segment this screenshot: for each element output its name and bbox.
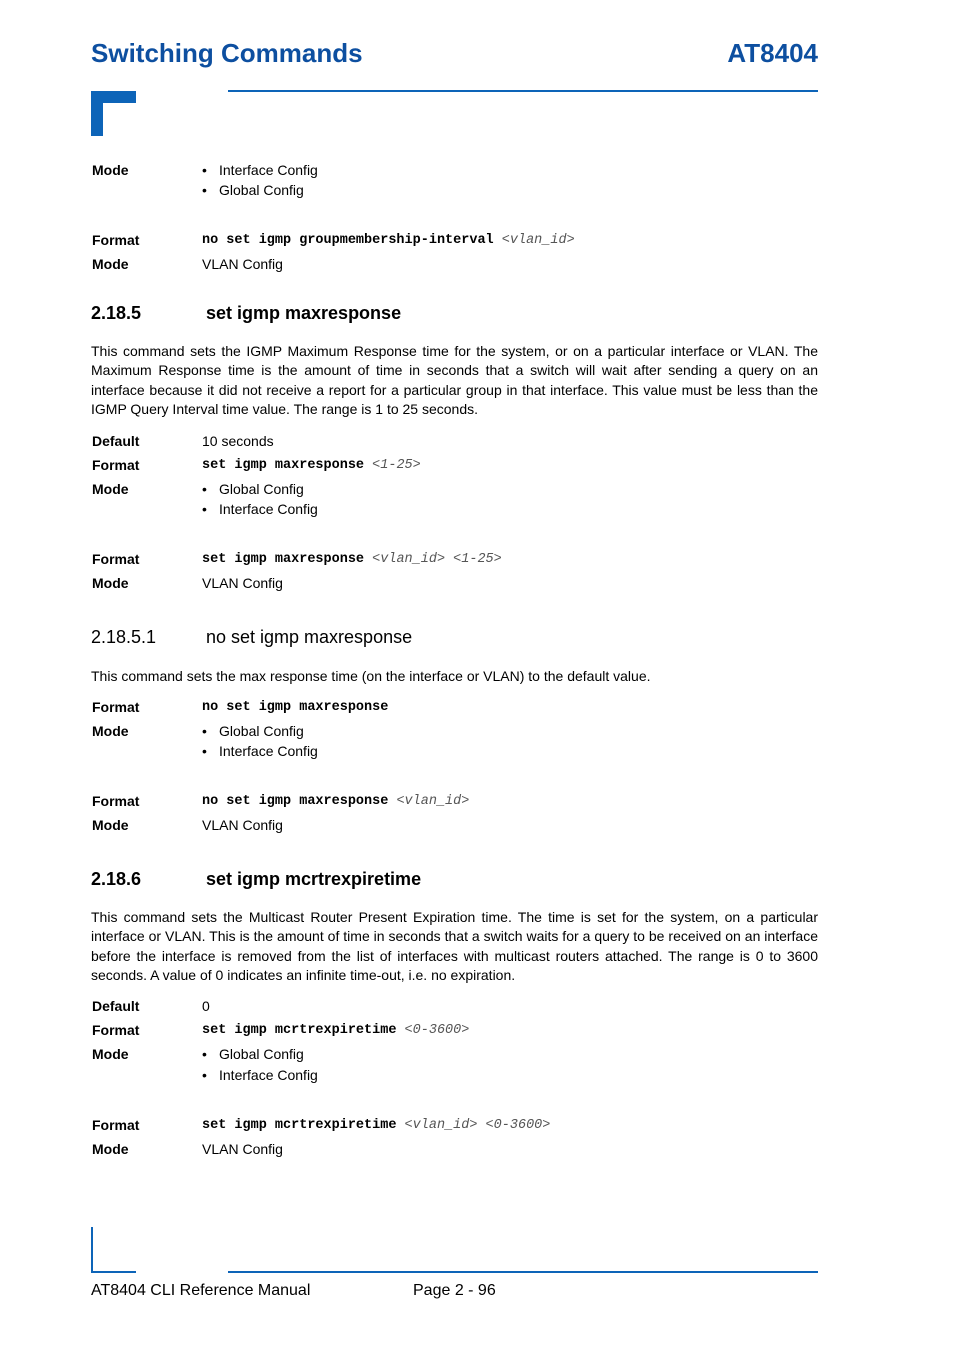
header-rule bbox=[228, 90, 818, 92]
mode-value: VLAN Config bbox=[202, 256, 283, 272]
mode-value: VLAN Config bbox=[202, 1141, 283, 1157]
mode-label: Mode bbox=[92, 162, 129, 178]
mode-label: Mode bbox=[92, 481, 129, 497]
mode-label: Mode bbox=[92, 817, 129, 833]
mode-item: • Interface Config bbox=[202, 162, 318, 178]
format-command: set igmp mcrtrexpiretime <0-3600> bbox=[202, 1023, 470, 1038]
footer-bracket-bottom bbox=[91, 1271, 136, 1273]
format-command: set igmp maxresponse <1-25> bbox=[202, 458, 421, 473]
footer-manual: AT8404 CLI Reference Manual bbox=[91, 1282, 311, 1299]
mode-value: VLAN Config bbox=[202, 575, 283, 591]
default-label: Default bbox=[92, 998, 140, 1014]
default-value: 0 bbox=[202, 998, 210, 1014]
format-label: Format bbox=[92, 457, 140, 473]
format-label: Format bbox=[92, 1022, 140, 1038]
mode-item: • Global Config bbox=[202, 182, 304, 198]
format-command: no set igmp maxresponse <vlan_id> bbox=[202, 794, 470, 809]
header-title: Switching Commands bbox=[91, 38, 363, 68]
default-label: Default bbox=[92, 433, 140, 449]
mode-item: • Interface Config bbox=[202, 501, 318, 517]
mode-item: • Global Config bbox=[202, 481, 304, 497]
mode-label: Mode bbox=[92, 575, 129, 591]
subsection-body: This command sets the max response time (on the interface or VLAN) to the default value. bbox=[91, 668, 651, 684]
mode-label: Mode bbox=[92, 723, 129, 739]
corner-bracket-side bbox=[91, 91, 103, 136]
format-label: Format bbox=[92, 699, 140, 715]
mode-label: Mode bbox=[92, 1141, 129, 1157]
header-product: AT8404 bbox=[727, 38, 818, 68]
format-label: Format bbox=[92, 551, 140, 567]
subsection-heading: 2.18.5.1 no set igmp maxresponse bbox=[91, 627, 413, 647]
format-command: set igmp maxresponse <vlan_id> <1-25> bbox=[202, 552, 502, 567]
section-heading: 2.18.6 set igmp mcrtrexpiretime bbox=[91, 869, 422, 889]
mode-label: Mode bbox=[92, 256, 129, 272]
section-body: This command sets the Multicast Router Present Expiration time. The time is set for the system, on a particular interface or VLAN. This is the amount of time in seconds that a switch waits for a query to be received on an interface before the interface is removed from the list of interfaces with multicast routers attached. The range is 0 to 3600 seconds. A value of 0 indicates an infinite time-out, i.e. no expiration. bbox=[91, 909, 818, 984]
mode-item: • Global Config bbox=[202, 723, 304, 739]
format-label: Format bbox=[92, 232, 140, 248]
default-value: 10 seconds bbox=[202, 433, 274, 449]
format-command: no set igmp groupmembership-interval <vlan_id> bbox=[202, 233, 575, 248]
footer-bracket-side bbox=[91, 1227, 93, 1273]
mode-item: • Interface Config bbox=[202, 743, 318, 759]
mode-label: Mode bbox=[92, 1046, 129, 1062]
footer-page-number: Page 2 - 96 bbox=[413, 1282, 496, 1299]
format-label: Format bbox=[92, 793, 140, 809]
mode-value: VLAN Config bbox=[202, 817, 283, 833]
format-label: Format bbox=[92, 1117, 140, 1133]
mode-item: • Global Config bbox=[202, 1046, 304, 1062]
format-command: set igmp mcrtrexpiretime <vlan_id> <0-3600> bbox=[202, 1118, 551, 1133]
mode-item: • Interface Config bbox=[202, 1067, 318, 1083]
section-heading: 2.18.5 set igmp maxresponse bbox=[91, 303, 402, 323]
section-body: This command sets the IGMP Maximum Response time for the system, or on a particular interface or VLAN. The Maximum Response time is the amount of time in seconds that a switch will wait after sending a query on an interface because it did not receive a report for a particular group in that interface. This value must be less than the IGMP Query Interval time value. The range is 1 to 25 seconds. bbox=[91, 343, 818, 418]
footer-rule bbox=[228, 1271, 818, 1273]
format-command: no set igmp maxresponse bbox=[202, 700, 389, 715]
